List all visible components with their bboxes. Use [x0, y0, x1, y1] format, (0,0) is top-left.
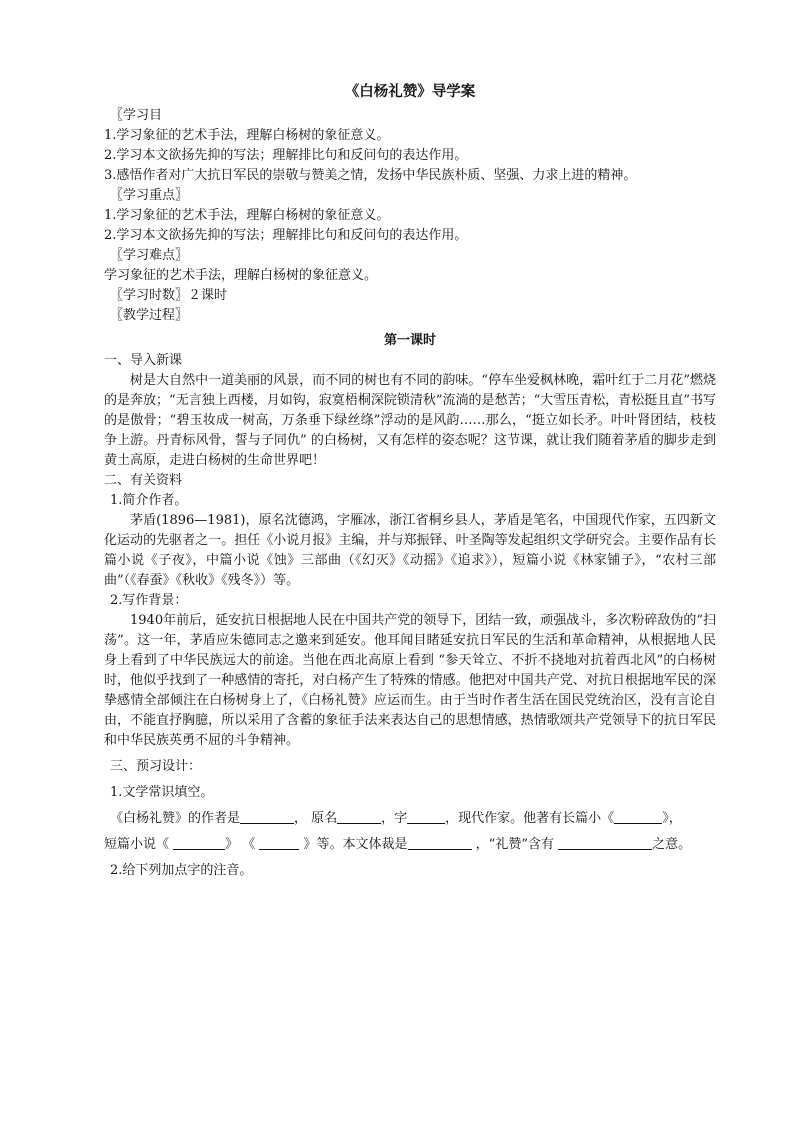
document-title: 《白杨礼赞》导学案 — [344, 83, 476, 100]
background-heading: 2.写作背景： — [110, 593, 188, 608]
question2-heading: 2.给下列加点字的注音。 — [110, 863, 253, 878]
goals-heading: 〖学习目 — [110, 108, 163, 123]
fill-line-1 — [104, 809, 716, 829]
genre-blank[interactable] — [408, 836, 472, 850]
hours-line: 〖学习时数〗２课时 — [110, 288, 228, 303]
keypoints-heading: 〖学习重点〗 — [110, 188, 189, 203]
fill-text: 之意。 — [652, 837, 692, 852]
author-blank[interactable] — [240, 810, 294, 824]
question1-heading: 1.文学常识填空。 — [110, 785, 214, 800]
fill-text: 》， — [662, 811, 682, 826]
difficulty-text: 学习象征的艺术手法，理解白杨树的象征意义。 — [104, 268, 378, 283]
intro-paragraph: 树是大自然中一道美丽的风景，而不同的树也有不同的韵味。“停车坐爱枫林晚，霜叶红于二月花”燃烧的是奔放；“无言独上西楼，月如钩，寂寞梧桐深院锁清秋”流淌的是愁苦；“大雪压青松，青松挺且直”书写的是傲骨；“碧玉妆成一树高，万条垂下绿丝绦”浮动的是风韵……那么，“挺立如长矛。叶叶肾团结，枝枝争上游。丹青标风骨，誓与子同仇” 的白杨树，又有怎样的姿态呢？这节课，就让我们随着茅盾的脚步走到黄土高原，走进白杨树的生命世界吧！ — [104, 373, 716, 468]
novel-blank[interactable] — [614, 810, 662, 824]
short-story-blank-2[interactable] — [259, 836, 299, 850]
fill-text: 短篇小说《 — [104, 837, 174, 852]
fill-line-2 — [104, 835, 716, 855]
keypoint-item: 1.学习象征的艺术手法，理解白杨树的象征意义。 — [104, 208, 390, 223]
goal-item: 1.学习象征的艺术手法，理解白杨树的象征意义。 — [104, 128, 390, 143]
fill-text: 》等。本文体裁是 — [299, 837, 408, 852]
background-paragraph: 1940年前后，延安抗日根据地人民在中国共产党的领导下，团结一致，顽强战斗，多次粉碎敌伪的“扫荡”。这一年，茅盾应朱德同志之邀来到延安。他耳闻目睹延安抗日军民的生活和革命精神，从根据地人民身上看到了中华民族远大的前途。当他在西北高原上看到 “参天耸立、不折不挠地对抗着西北风”的白杨树时，他似乎找到了一种感情的寄托，对白杨产生了特殊的情感。他把对中国共产党、对抗日根据地军民的深挚感情全部倾注在白杨树身上了，《白杨礼赞》应运而生。由于当时作者生活在国民党统治区，没有言论自由，不能直抒胸臆，所以采用了含蓄的象征手法来表达自己的思想情感，热情歌颂共产党领导下的抗日军民和中华民族英勇不屈的斗争精神。 — [104, 613, 716, 748]
material-heading: 二、有关资料 — [104, 473, 183, 488]
preview-heading: 三、预习设计： — [110, 759, 202, 774]
original-name-blank[interactable] — [337, 810, 381, 824]
short-story-blank-1[interactable] — [173, 836, 225, 850]
lesson-title: 第一课时 — [383, 333, 436, 348]
author-heading: 1.简介作者。 — [110, 493, 188, 508]
keypoint-item: 2.学习本文欲扬先抑的写法；理解排比句和反问句的表达作用。 — [104, 228, 468, 243]
fill-text: ，“礼赞”含有 — [471, 837, 559, 852]
fill-text: ，字 — [381, 811, 408, 826]
goal-item: 2.学习本文欲扬先抑的写法；理解排比句和反问句的表达作用。 — [104, 148, 468, 163]
fill-text: 》 《 — [225, 837, 260, 852]
fill-text: 《白杨礼赞》的作者是 — [110, 811, 241, 826]
courtesy-name-blank[interactable] — [407, 810, 445, 824]
meaning-blank[interactable] — [558, 836, 652, 850]
author-paragraph: 茅盾(1896—1981)，原名沈德鸿，字雁冰，浙江省桐乡县人，茅盾是笔名，中国现代作家，五四新文化运动的先驱者之一。担任《小说月报》主编，并与郑振铎、叶圣陶等发起组织文学研究会。主要作品有长篇小说《子夜》，中篇小说《蚀》三部曲（《幻灭》《动摇》《追求》），短篇小说《林家铺子》，“农村三部曲”（《春蚕》《秋收》《残冬》）等。 — [104, 513, 716, 588]
document-content — [104, 82, 716, 881]
process-heading: 〖教学过程〗 — [110, 308, 189, 323]
goal-item: 3.感悟作者对广大抗日军民的崇敬与赞美之情，发扬中华民族朴质、坚强、力求上进的精神。 — [104, 168, 637, 183]
fill-text: ， 原名 — [294, 811, 338, 826]
intro-heading: 一、导入新课 — [104, 353, 183, 368]
fill-text: ，现代作家。他著有长篇小《 — [445, 811, 615, 826]
difficulty-heading: 〖学习难点〗 — [110, 248, 189, 263]
